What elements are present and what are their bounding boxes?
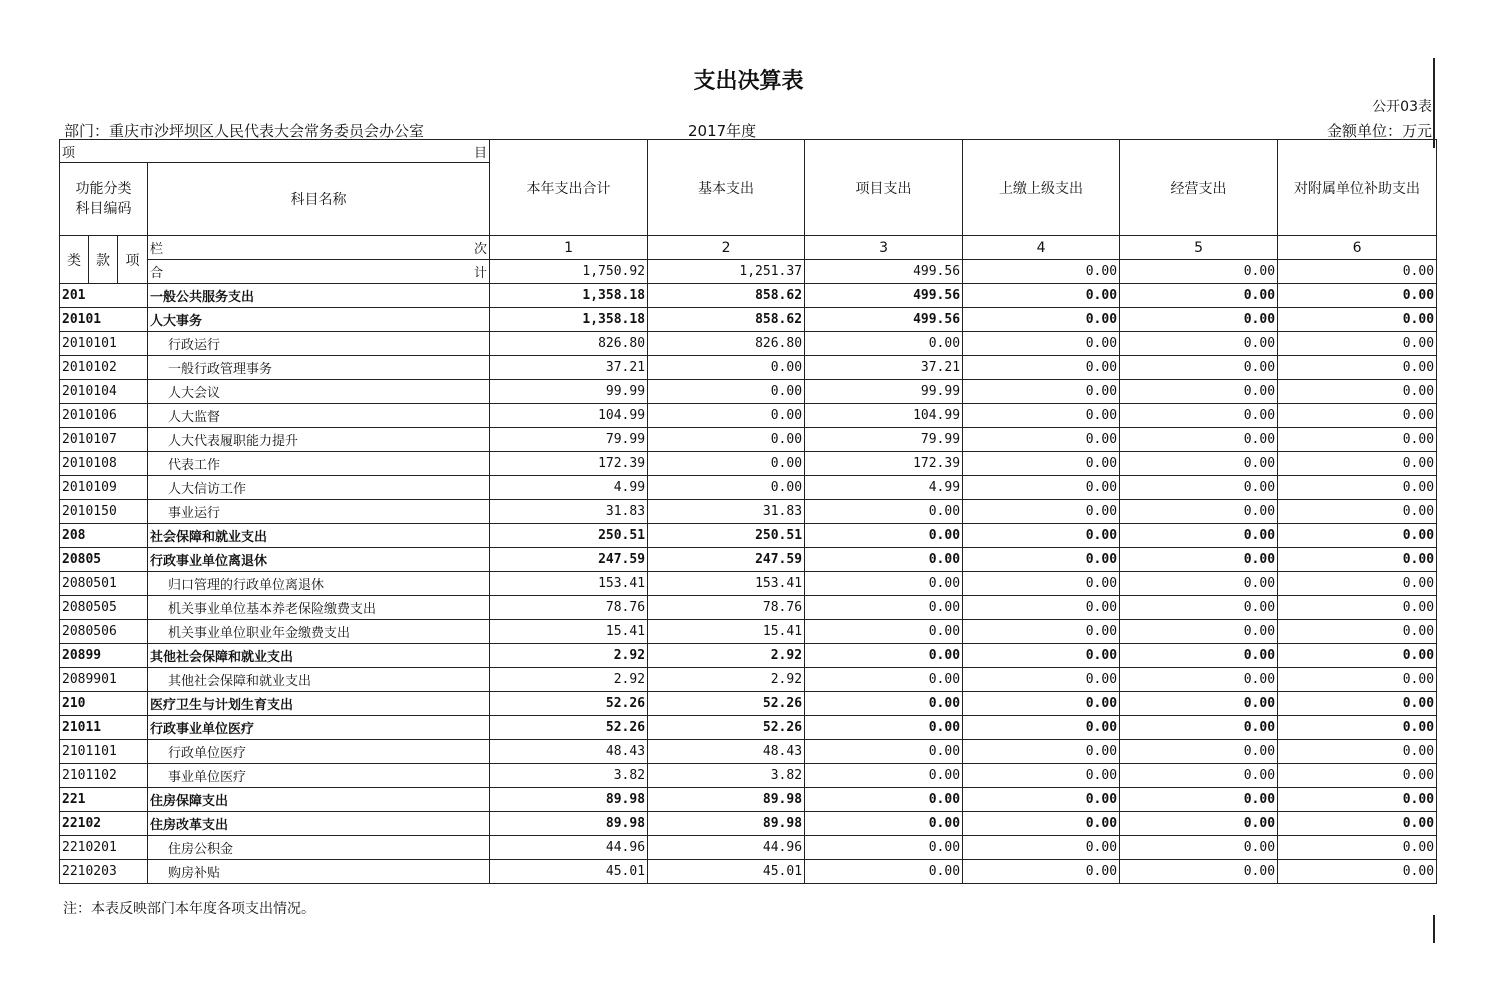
row-value: 0.00 [1120,332,1278,356]
row-value: 0.00 [1278,500,1437,524]
table-row [60,836,1437,860]
row-value: 0.00 [805,620,963,644]
row-value: 0.00 [963,596,1120,620]
row-value: 0.00 [963,524,1120,548]
row-value: 0.00 [805,572,963,596]
row-name: 社会保障和就业支出 [148,524,490,548]
table-row [60,332,1437,356]
row-code: 2010101 [60,332,148,356]
row-value: 0.00 [963,764,1120,788]
table-row [60,812,1437,836]
row-value: 0.00 [1120,284,1278,308]
row-value: 826.80 [490,332,648,356]
row-value: 0.00 [1120,692,1278,716]
row-value: 0.00 [1120,788,1278,812]
row-value: 172.39 [805,452,963,476]
row-value: 0.00 [963,668,1120,692]
row-value: 0.00 [805,524,963,548]
row-value: 0.00 [1120,452,1278,476]
kuan-header: 款 [89,236,118,284]
row-value: 0.00 [648,404,805,428]
right-edge-line-bottom [1433,915,1435,943]
row-value: 153.41 [648,572,805,596]
row-value: 0.00 [1120,308,1278,332]
func-code-header: 功能分类 科目编码 [60,163,148,236]
row-value: 0.00 [1120,836,1278,860]
row-value: 0.00 [963,356,1120,380]
row-value: 45.01 [490,860,648,884]
row-value: 89.98 [490,788,648,812]
row-value: 0.00 [805,764,963,788]
row-value: 0.00 [805,332,963,356]
row-value: 52.26 [490,692,648,716]
row-name: 人大会议 [148,380,490,404]
row-code: 2080501 [60,572,148,596]
row-value: 0.00 [1278,332,1437,356]
row-value: 0.00 [1120,716,1278,740]
table-row [60,692,1437,716]
row-value: 0.00 [963,860,1120,884]
header-item: 项 [62,145,76,161]
row-value: 0.00 [805,740,963,764]
total-value: 0.00 [1278,260,1437,284]
row-value: 0.00 [805,548,963,572]
row-value: 0.00 [963,644,1120,668]
table-row [60,524,1437,548]
row-value: 0.00 [1278,860,1437,884]
row-value: 0.00 [1120,596,1278,620]
row-value: 250.51 [490,524,648,548]
row-value: 0.00 [805,596,963,620]
table-row [60,668,1437,692]
row-name: 行政单位医疗 [148,740,490,764]
row-value: 499.56 [805,284,963,308]
row-value: 0.00 [1120,404,1278,428]
row-code: 2010108 [60,452,148,476]
row-value: 0.00 [963,380,1120,404]
header-target: 目 [474,145,488,161]
table-row [60,548,1437,572]
row-value: 3.82 [648,764,805,788]
table-row [60,380,1437,404]
row-value: 0.00 [1120,860,1278,884]
table-row [60,404,1437,428]
row-value: 0.00 [648,356,805,380]
row-value: 79.99 [490,428,648,452]
col-header-1: 本年支出合计 [490,140,648,236]
row-value: 0.00 [1278,404,1437,428]
row-value: 0.00 [963,308,1120,332]
total-value: 1,251.37 [648,260,805,284]
row-value: 4.99 [490,476,648,500]
row-value: 52.26 [648,716,805,740]
right-edge-line [1433,58,1435,148]
row-value: 37.21 [805,356,963,380]
row-value: 0.00 [963,332,1120,356]
amount-unit: 金额单位：万元 [1326,122,1432,140]
row-value: 44.96 [490,836,648,860]
row-value: 0.00 [1278,548,1437,572]
row-value: 89.98 [490,812,648,836]
row-value: 0.00 [1120,428,1278,452]
row-value: 0.00 [805,812,963,836]
col-number-6: 6 [1278,236,1437,260]
row-value: 826.80 [648,332,805,356]
table-row [60,308,1437,332]
row-value: 0.00 [1278,740,1437,764]
row-value: 4.99 [805,476,963,500]
row-value: 0.00 [963,404,1120,428]
row-name: 一般行政管理事务 [148,356,490,380]
row-name: 机关事业单位职业年金缴费支出 [148,620,490,644]
row-code: 221 [60,788,148,812]
row-value: 2.92 [648,668,805,692]
row-value: 0.00 [963,620,1120,644]
row-name: 一般公共服务支出 [148,284,490,308]
row-name: 住房保障支出 [148,788,490,812]
row-value: 0.00 [1278,380,1437,404]
row-value: 0.00 [1120,668,1278,692]
table-row [60,620,1437,644]
row-value: 172.39 [490,452,648,476]
subject-name-header: 科目名称 [148,163,490,236]
row-value: 45.01 [648,860,805,884]
row-value: 0.00 [805,692,963,716]
row-value: 104.99 [490,404,648,428]
lei-header: 类 [60,236,89,284]
row-code: 2010104 [60,380,148,404]
row-value: 52.26 [490,716,648,740]
row-code: 201 [60,284,148,308]
row-value: 0.00 [963,692,1120,716]
table-row [60,788,1437,812]
row-code: 20805 [60,548,148,572]
row-value: 247.59 [648,548,805,572]
row-value: 153.41 [490,572,648,596]
row-value: 0.00 [963,284,1120,308]
row-value: 99.99 [490,380,648,404]
row-code: 2080505 [60,596,148,620]
row-value: 2.92 [490,668,648,692]
row-value: 0.00 [805,716,963,740]
row-value: 0.00 [1278,428,1437,452]
col-header-6: 对附属单位补助支出 [1278,140,1437,236]
row-code: 2010150 [60,500,148,524]
row-code: 20899 [60,644,148,668]
row-value: 0.00 [963,428,1120,452]
row-value: 0.00 [1278,716,1437,740]
row-value: 3.82 [490,764,648,788]
col-number-4: 4 [963,236,1120,260]
row-name: 住房改革支出 [148,812,490,836]
row-value: 0.00 [1120,356,1278,380]
row-value: 78.76 [648,596,805,620]
row-value: 44.96 [648,836,805,860]
row-value: 31.83 [490,500,648,524]
row-name: 代表工作 [148,452,490,476]
row-value: 0.00 [963,548,1120,572]
row-value: 0.00 [1278,452,1437,476]
row-value: 0.00 [963,812,1120,836]
row-value: 0.00 [1120,524,1278,548]
row-value: 0.00 [1120,572,1278,596]
col-header-5: 经营支出 [1120,140,1278,236]
row-value: 0.00 [1120,764,1278,788]
table-row [60,452,1437,476]
row-value: 0.00 [1120,644,1278,668]
row-value: 0.00 [1278,644,1437,668]
row-name: 人大监督 [148,404,490,428]
row-value: 0.00 [648,380,805,404]
row-value: 99.99 [805,380,963,404]
row-code: 22102 [60,812,148,836]
row-code: 2010102 [60,356,148,380]
row-value: 0.00 [963,476,1120,500]
row-value: 0.00 [1278,308,1437,332]
row-value: 0.00 [963,836,1120,860]
table-row [60,284,1437,308]
total-value: 0.00 [963,260,1120,284]
row-value: 0.00 [1120,476,1278,500]
page-title: 支出决算表 [693,69,804,94]
col-number-1: 1 [490,236,648,260]
row-value: 0.00 [648,476,805,500]
ji-label: 计 [474,266,488,281]
row-value: 89.98 [648,812,805,836]
footnote: 注：本表反映部门本年度各项支出情况。 [63,901,315,917]
row-value: 0.00 [805,788,963,812]
expenditure-table [59,139,1437,884]
row-value: 0.00 [1278,596,1437,620]
row-value: 0.00 [805,836,963,860]
table-row [60,596,1437,620]
row-value: 2.92 [490,644,648,668]
row-value: 15.41 [490,620,648,644]
total-value: 499.56 [805,260,963,284]
row-value: 0.00 [963,500,1120,524]
row-value: 0.00 [1278,668,1437,692]
fiscal-year: 2017年度 [688,122,757,140]
total-value: 1,750.92 [490,260,648,284]
row-value: 0.00 [1278,284,1437,308]
row-value: 499.56 [805,308,963,332]
row-name: 购房补贴 [148,860,490,884]
row-name: 人大信访工作 [148,476,490,500]
col-header-3: 项目支出 [805,140,963,236]
row-value: 0.00 [963,788,1120,812]
row-code: 208 [60,524,148,548]
row-value: 0.00 [1278,476,1437,500]
row-value: 78.76 [490,596,648,620]
he-label: 合 [150,266,164,281]
row-value: 0.00 [1278,764,1437,788]
col-number-2: 2 [648,236,805,260]
row-code: 20101 [60,308,148,332]
row-value: 1,358.18 [490,308,648,332]
row-value: 104.99 [805,404,963,428]
row-code: 2089901 [60,668,148,692]
row-code: 2010106 [60,404,148,428]
lan-label: 栏 [150,242,164,257]
row-value: 37.21 [490,356,648,380]
row-value: 0.00 [1278,620,1437,644]
row-value: 0.00 [1120,380,1278,404]
col-header-2: 基本支出 [648,140,805,236]
row-name: 行政事业单位医疗 [148,716,490,740]
row-value: 52.26 [648,692,805,716]
row-value: 247.59 [490,548,648,572]
row-value: 15.41 [648,620,805,644]
row-value: 0.00 [1278,788,1437,812]
row-value: 0.00 [805,644,963,668]
row-value: 858.62 [648,284,805,308]
department-label: 部门：重庆市沙坪坝区人民代表大会常务委员会办公室 [64,122,425,140]
row-code: 2101101 [60,740,148,764]
row-value: 0.00 [1120,620,1278,644]
table-row [60,476,1437,500]
table-row [60,764,1437,788]
ci-label: 次 [474,242,488,257]
table-row [60,860,1437,884]
row-value: 48.43 [490,740,648,764]
row-code: 2010107 [60,428,148,452]
row-value: 0.00 [1120,812,1278,836]
row-value: 0.00 [963,740,1120,764]
row-value: 0.00 [963,452,1120,476]
table-row [60,500,1437,524]
row-value: 0.00 [648,452,805,476]
row-name: 住房公积金 [148,836,490,860]
row-value: 31.83 [648,500,805,524]
row-name: 事业运行 [148,500,490,524]
col-header-4: 上缴上级支出 [963,140,1120,236]
row-value: 48.43 [648,740,805,764]
row-value: 0.00 [1278,572,1437,596]
row-name: 医疗卫生与计划生育支出 [148,692,490,716]
row-code: 2080506 [60,620,148,644]
table-row [60,716,1437,740]
col-number-5: 5 [1120,236,1278,260]
table-row [60,356,1437,380]
row-value: 89.98 [648,788,805,812]
row-code: 21011 [60,716,148,740]
table-row [60,572,1437,596]
row-name: 其他社会保障和就业支出 [148,668,490,692]
row-value: 2.92 [648,644,805,668]
row-value: 0.00 [1120,740,1278,764]
row-name: 其他社会保障和就业支出 [148,644,490,668]
row-value: 250.51 [648,524,805,548]
row-value: 0.00 [1278,524,1437,548]
row-code: 2210203 [60,860,148,884]
row-value: 0.00 [1120,500,1278,524]
row-name: 人大代表履职能力提升 [148,428,490,452]
row-code: 2101102 [60,764,148,788]
row-name: 归口管理的行政单位离退休 [148,572,490,596]
row-value: 0.00 [648,428,805,452]
row-code: 2210201 [60,836,148,860]
row-value: 1,358.18 [490,284,648,308]
total-value: 0.00 [1120,260,1278,284]
row-value: 0.00 [1278,812,1437,836]
xiang-header: 项 [118,236,148,284]
row-code: 2010109 [60,476,148,500]
row-value: 0.00 [805,500,963,524]
col-number-3: 3 [805,236,963,260]
row-value: 0.00 [1278,836,1437,860]
row-name: 事业单位医疗 [148,764,490,788]
table-row [60,740,1437,764]
row-name: 行政运行 [148,332,490,356]
row-name: 人大事务 [148,308,490,332]
row-value: 0.00 [1278,692,1437,716]
row-code: 210 [60,692,148,716]
row-name: 行政事业单位离退休 [148,548,490,572]
row-name: 机关事业单位基本养老保险缴费支出 [148,596,490,620]
row-value: 0.00 [963,572,1120,596]
row-value: 858.62 [648,308,805,332]
row-value: 0.00 [1278,356,1437,380]
row-value: 0.00 [805,668,963,692]
row-value: 0.00 [1120,548,1278,572]
table-row [60,644,1437,668]
row-value: 0.00 [963,716,1120,740]
table-row [60,428,1437,452]
form-number: 公开03表 [1372,99,1432,115]
row-value: 0.00 [805,860,963,884]
row-value: 79.99 [805,428,963,452]
